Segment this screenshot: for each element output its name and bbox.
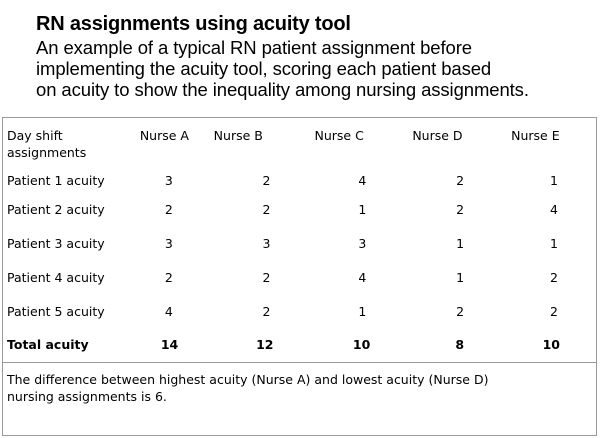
column-header-nurse-d: Nurse D xyxy=(412,128,463,143)
page-title: RN assignments using acuity tool xyxy=(36,13,351,35)
table-cell: 1 xyxy=(550,172,558,188)
header xyxy=(36,12,596,100)
table-cell: 2 xyxy=(550,269,558,285)
subtitle-line: implementing the acuity tool, scoring each patient based xyxy=(36,58,492,79)
table-cell: 1 xyxy=(358,303,367,319)
column-header-nurse-c: Nurse C xyxy=(314,128,364,143)
table-cell: 1 xyxy=(550,235,558,251)
table-cell: 4 xyxy=(550,201,558,217)
table-cell: 2 xyxy=(262,172,271,188)
table-cell: 4 xyxy=(164,303,173,319)
table-cell: 2 xyxy=(262,303,271,319)
row-label: Patient 1 acuity xyxy=(7,172,105,188)
table-cell: 14 xyxy=(160,337,179,353)
table-cell: 2 xyxy=(262,201,271,217)
row-label: Patient 3 acuity xyxy=(7,235,105,251)
table-cell: 1 xyxy=(358,201,367,217)
table-cell: 8 xyxy=(455,337,465,353)
note-line: nursing assignments is 6. xyxy=(7,388,167,404)
table-cell: 1 xyxy=(456,269,465,285)
table-row xyxy=(3,226,596,260)
acuity-table xyxy=(3,118,596,414)
subtitle-line: on acuity to show the inequality among nursing assignments. xyxy=(36,79,529,100)
table-cell: 3 xyxy=(164,172,173,188)
table-cell: 3 xyxy=(262,235,271,251)
table-cell: 2 xyxy=(456,172,465,188)
table-cell: 2 xyxy=(456,201,465,217)
corner-header-line: assignments xyxy=(7,145,87,160)
table-row xyxy=(3,168,596,192)
note-line: The difference between highest acuity (Nurse A) and lowest acuity (Nurse D) xyxy=(7,371,489,387)
row-label: Patient 2 acuity xyxy=(7,201,105,217)
table-header-row xyxy=(3,118,596,168)
column-header-nurse-b: Nurse B xyxy=(213,128,263,143)
table-cell: 10 xyxy=(352,337,371,353)
row-label: Patient 5 acuity xyxy=(7,303,105,319)
table-cell: 12 xyxy=(256,337,274,353)
subtitle-line: An example of a typical RN patient assignment before xyxy=(36,37,472,58)
table-row xyxy=(3,294,596,328)
table-cell: 10 xyxy=(542,337,560,353)
table-cell: 2 xyxy=(164,201,173,217)
table-cell: 2 xyxy=(456,303,465,319)
table-note xyxy=(3,362,596,414)
table-row xyxy=(3,192,596,226)
row-label: Total acuity xyxy=(7,337,89,353)
note-row xyxy=(3,362,596,414)
table-cell: 2 xyxy=(262,269,271,285)
table-row xyxy=(3,260,596,294)
column-header-nurse-e: Nurse E xyxy=(511,128,560,143)
corner-header-line: Day shift xyxy=(7,128,63,143)
column-header-nurse-a: Nurse A xyxy=(139,128,189,143)
row-label: Patient 4 acuity xyxy=(7,269,105,285)
table-cell: 2 xyxy=(164,269,173,285)
table-cell: 3 xyxy=(358,235,367,251)
table-cell: 4 xyxy=(358,269,367,285)
table-cell: 1 xyxy=(456,235,465,251)
acuity-table-container xyxy=(2,117,597,436)
table-cell: 3 xyxy=(164,235,173,251)
table-cell: 2 xyxy=(550,303,558,319)
total-row xyxy=(3,328,596,362)
page-subtitle xyxy=(36,37,596,100)
table-cell: 4 xyxy=(358,172,367,188)
corner-header xyxy=(3,118,133,168)
